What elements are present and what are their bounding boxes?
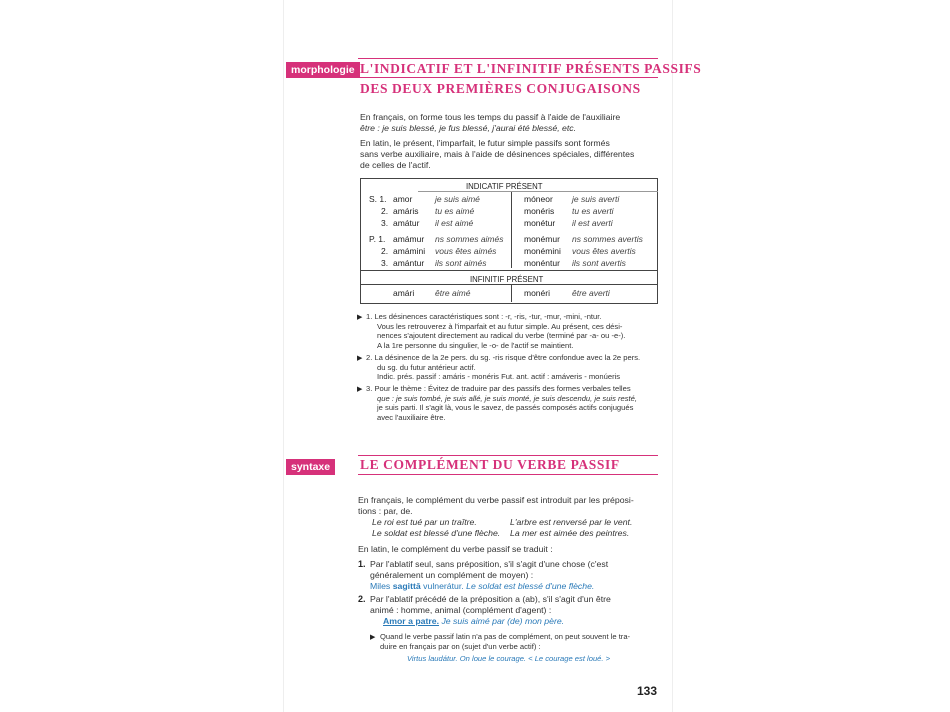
table-latin-amare: amámur	[393, 234, 425, 244]
table-latin-monere: monémur	[524, 234, 560, 244]
table-separator	[360, 270, 658, 271]
item-2-line-b: animé : homme, animal (complément d'agent) :	[370, 604, 552, 615]
example-2: L'arbre est renversé par le vent.	[510, 517, 633, 527]
inf-french-2: être averti	[572, 288, 610, 298]
title-rule-top	[358, 58, 658, 59]
note-2-line-c: Indic. prés. passif : amáris - monéris Fut. ant. actif : amáveris - monúeris	[377, 372, 621, 382]
table-header-infinitif: INFINITIF PRÉSENT	[470, 275, 544, 284]
section-title-line1: L'INDICATIF ET L'INFINITIF PRÉSENTS PASSIFS	[360, 61, 702, 76]
title-rule-mid	[358, 77, 658, 78]
inf-latin-2: monéri	[524, 288, 550, 298]
note-1-line-c: nences s'ajoutent directement au radical du verbe (terminé par -a- ou -e-).	[377, 331, 626, 341]
table-latin-amare: amátur	[393, 218, 420, 228]
table-divider-lower	[511, 285, 512, 302]
table-latin-monere: móneor	[524, 194, 553, 204]
para1-line-b: être : je suis blessé, je fus blessé, j'aurai été blessé, etc.	[360, 122, 577, 133]
table-divider-upper	[511, 192, 512, 268]
table-row-label: 3.	[381, 218, 389, 228]
item-1-example	[370, 581, 594, 592]
syntaxe-note-example: Virtus laudátur. On loue le courage. < Le courage est loué. >	[407, 654, 611, 663]
note-1	[366, 312, 661, 350]
table-header-indicatif: INDICATIF PRÉSENT	[466, 182, 543, 191]
item-2-example	[383, 616, 564, 627]
syntaxe-note-arrow-icon: ▶	[370, 634, 376, 641]
para1-line-a: En français, on forme tous les temps du passif à l'aide de l'auxiliaire	[360, 112, 621, 122]
inf-french-1: être aimé	[435, 288, 471, 298]
table-french-avertir: vous êtes avertis	[572, 246, 636, 256]
item-1-latin-a: Miles	[370, 581, 391, 591]
item-1-line-a: Par l'ablatif seul, sans préposition, s'il s'agit d'une chose (c'est	[370, 559, 609, 569]
table-latin-monere: monéntur	[524, 258, 560, 268]
table-latin-amare: amor	[393, 194, 413, 204]
item-2-text	[370, 594, 660, 616]
item-1-french: Le soldat est blessé d'une flèche.	[466, 581, 595, 591]
table-french-aimer: ils sont aimés	[435, 258, 487, 268]
para2-line-b: sans verbe auxiliaire, mais à l'aide de désinences spéciales, différentes	[360, 148, 635, 159]
item-1-number: 1.	[358, 559, 366, 569]
example-4: La mer est aimée des peintres.	[510, 528, 630, 538]
table-french-aimer: je suis aimé	[435, 194, 480, 204]
table-latin-monere: monéris	[524, 206, 555, 216]
note-1-line-b: Vous les retrouverez à l'imparfait et au futur simple. Au présent, ces dési-	[377, 321, 623, 331]
syntaxe-p1-line-a: En français, le complément du verbe passif est introduit par les préposi-	[358, 495, 634, 505]
item-1-text	[370, 559, 660, 581]
page-number: 133	[637, 684, 658, 698]
table-row-label: 2.	[381, 206, 389, 216]
note-2-arrow-icon: ▶	[357, 355, 363, 362]
note-2-line-a: 2. La désinence de la 2e pers. du sg. -ris risque d'être confondue avec la 2e pers.	[366, 353, 641, 362]
inf-latin-1: amári	[393, 288, 415, 298]
syntaxe-paragraph-2: En latin, le complément du verbe passif se traduit :	[358, 544, 553, 554]
table-latin-monere: monémini	[524, 246, 561, 256]
syntaxe-rule-top	[358, 455, 658, 456]
note-1-arrow-icon: ▶	[357, 314, 363, 321]
table-latin-amare: amáris	[393, 206, 419, 216]
table-french-avertir: il est averti	[572, 218, 613, 228]
example-3: Le soldat est blessé d'une flèche.	[372, 528, 501, 538]
syntaxe-title: LE COMPLÉMENT DU VERBE PASSIF	[360, 457, 620, 472]
table-french-avertir: je suis averti	[572, 194, 620, 204]
note-1-line-a: 1. Les désinences caractéristiques sont : -r, -ris, -tur, -mur, -mini, -ntur.	[366, 312, 602, 321]
section-tag-syntaxe: syntaxe	[286, 459, 335, 475]
intro-paragraph-1	[360, 112, 660, 134]
table-row-label: S. 1.	[369, 194, 387, 204]
syntaxe-p1-line-b: tions : par, de.	[358, 505, 413, 516]
note-2-line-b: du sg. du futur antérieur actif.	[377, 362, 476, 372]
syntaxe-note-line-b: duire en français par on (sujet d'un verbe actif) :	[380, 641, 541, 651]
table-french-avertir: tu es averti	[572, 206, 614, 216]
note-3	[366, 384, 661, 422]
item-1-latin-b: sagittā	[392, 581, 421, 591]
table-row-label: 2.	[381, 246, 389, 256]
item-1-line-b: généralement un complément de moyen) :	[370, 569, 534, 580]
para2-line-a: En latin, le présent, l'imparfait, le futur simple passifs sont formés	[360, 138, 610, 148]
table-french-aimer: vous êtes aimés	[435, 246, 497, 256]
note-1-line-d: A la 1re personne du singulier, le -o- de l'actif se maintient.	[377, 340, 574, 350]
example-1: Le roi est tué par un traître.	[372, 517, 477, 527]
table-latin-amare: amántur	[393, 258, 425, 268]
note-3-arrow-icon: ▶	[357, 386, 363, 393]
table-header-rule-2	[360, 284, 658, 285]
note-3-line-d: avec l'auxiliaire être.	[377, 412, 446, 422]
item-1-latin-c: vulnerátur.	[423, 581, 464, 591]
table-french-aimer: il est aimé	[435, 218, 474, 228]
item-2-line-a: Par l'ablatif précédé de la préposition a (ab), s'il s'agit d'un être	[370, 594, 611, 604]
item-2-french: Je suis aimé par (de) mon père.	[441, 616, 565, 626]
note-3-line-b: que : je suis tombé, je suis allé, je suis monté, je suis descendu, je suis resté,	[377, 393, 638, 403]
section-tag-morphologie: morphologie	[286, 62, 360, 78]
note-2	[366, 353, 661, 382]
table-latin-amare: amámini	[393, 246, 426, 256]
section-title-line2: DES DEUX PREMIÈRES CONJUGAISONS	[360, 81, 641, 96]
table-row-label: 3.	[381, 258, 389, 268]
table-french-aimer: ns sommes aimés	[435, 234, 504, 244]
item-2-latin: Amor a patre.	[383, 616, 440, 626]
table-french-avertir: ns sommes avertis	[572, 234, 643, 244]
syntaxe-paragraph-1	[358, 495, 660, 517]
table-french-avertir: ils sont avertis	[572, 258, 626, 268]
syntaxe-rule-bottom	[358, 474, 658, 475]
syntaxe-note	[380, 632, 660, 651]
syntaxe-note-line-a: Quand le verbe passif latin n'a pas de complément, on peut souvent le tra-	[380, 632, 631, 641]
table-french-aimer: tu es aimé	[435, 206, 475, 216]
table-row-label: P. 1.	[369, 234, 386, 244]
intro-paragraph-2	[360, 138, 660, 170]
note-3-line-a: 3. Pour le thème : Évitez de traduire par des passifs des formes verbales telles	[366, 384, 631, 393]
table-header-rule	[418, 191, 658, 192]
para2-line-c: de celles de l'actif.	[360, 159, 431, 170]
note-3-line-c: je suis parti. Il s'agit là, vous le savez, de passés composés actifs conjugués	[377, 403, 634, 413]
table-latin-monere: monétur	[524, 218, 556, 228]
item-2-number: 2.	[358, 594, 366, 604]
